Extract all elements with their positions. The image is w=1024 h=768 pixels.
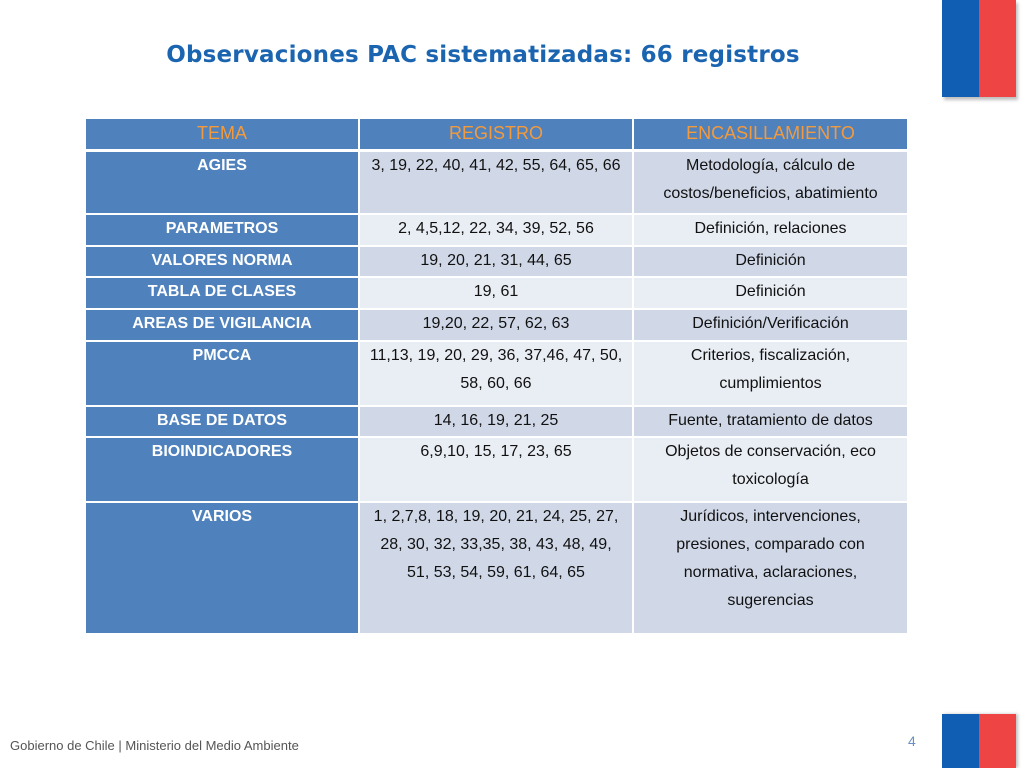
registro-cell: 3, 19, 22, 40, 41, 42, 55, 64, 65, 66: [359, 150, 633, 214]
table-row: [85, 309, 908, 341]
header-tema: TEMA: [85, 118, 359, 150]
table-row: [85, 214, 908, 246]
encasillamiento-cell: Definición: [633, 246, 908, 277]
tema-cell: VALORES NORMA: [85, 246, 359, 277]
tema-cell: AGIES: [85, 150, 359, 214]
encasillamiento-cell: Objetos de conservación, eco toxicología: [633, 437, 908, 502]
tema-cell: PMCCA: [85, 341, 359, 406]
tema-cell: PARAMETROS: [85, 214, 359, 246]
registro-cell: 6,9,10, 15, 17, 23, 65: [359, 437, 633, 502]
encasillamiento-cell: Fuente, tratamiento de datos: [633, 406, 908, 437]
flag-blue-stripe: [942, 714, 979, 768]
registro-cell: 2, 4,5,12, 22, 34, 39, 52, 56: [359, 214, 633, 246]
encasillamiento-cell: Jurídicos, intervenciones, presiones, comparado con normativa, aclaraciones, sugerencias: [633, 502, 908, 634]
table-row: [85, 277, 908, 309]
tema-cell: TABLA DE CLASES: [85, 277, 359, 309]
observations-table: [84, 117, 909, 635]
tema-cell: BIOINDICADORES: [85, 437, 359, 502]
table-row: [85, 341, 908, 406]
table-row: [85, 502, 908, 634]
chile-flag-logo-bottom: [942, 714, 1016, 768]
table-row: [85, 246, 908, 277]
registro-cell: 11,13, 19, 20, 29, 36, 37,46, 47, 50, 58, 60, 66: [359, 341, 633, 406]
registro-cell: 19,20, 22, 57, 62, 63: [359, 309, 633, 341]
flag-red-stripe: [979, 714, 1016, 768]
registro-cell: 19, 61: [359, 277, 633, 309]
slide-title: Observaciones PAC sistematizadas: 66 registros: [166, 42, 800, 68]
footer-text: Gobierno de Chile | Ministerio del Medio Ambiente: [10, 738, 299, 753]
table-row: [85, 150, 908, 214]
registro-cell: 1, 2,7,8, 18, 19, 20, 21, 24, 25, 27, 28, 30, 32, 33,35, 38, 43, 48, 49, 51, 53, 54, 59, 61, 64, 65: [359, 502, 633, 634]
registro-cell: 14, 16, 19, 21, 25: [359, 406, 633, 437]
registro-cell: 19, 20, 21, 31, 44, 65: [359, 246, 633, 277]
tema-cell: VARIOS: [85, 502, 359, 634]
table-row: [85, 406, 908, 437]
header-registro: REGISTRO: [359, 118, 633, 150]
table-row: [85, 437, 908, 502]
encasillamiento-cell: Criterios, fiscalización, cumplimientos: [633, 341, 908, 406]
tema-cell: BASE DE DATOS: [85, 406, 359, 437]
table-header-row: [85, 118, 908, 150]
encasillamiento-cell: Definición: [633, 277, 908, 309]
header-encasillamiento: ENCASILLAMIENTO: [633, 118, 908, 150]
encasillamiento-cell: Metodología, cálculo de costos/beneficios, abatimiento: [633, 150, 908, 214]
flag-red-stripe: [979, 0, 1016, 97]
page-number: 4: [908, 733, 916, 749]
tema-cell: AREAS DE VIGILANCIA: [85, 309, 359, 341]
encasillamiento-cell: Definición, relaciones: [633, 214, 908, 246]
encasillamiento-cell: Definición/Verificación: [633, 309, 908, 341]
